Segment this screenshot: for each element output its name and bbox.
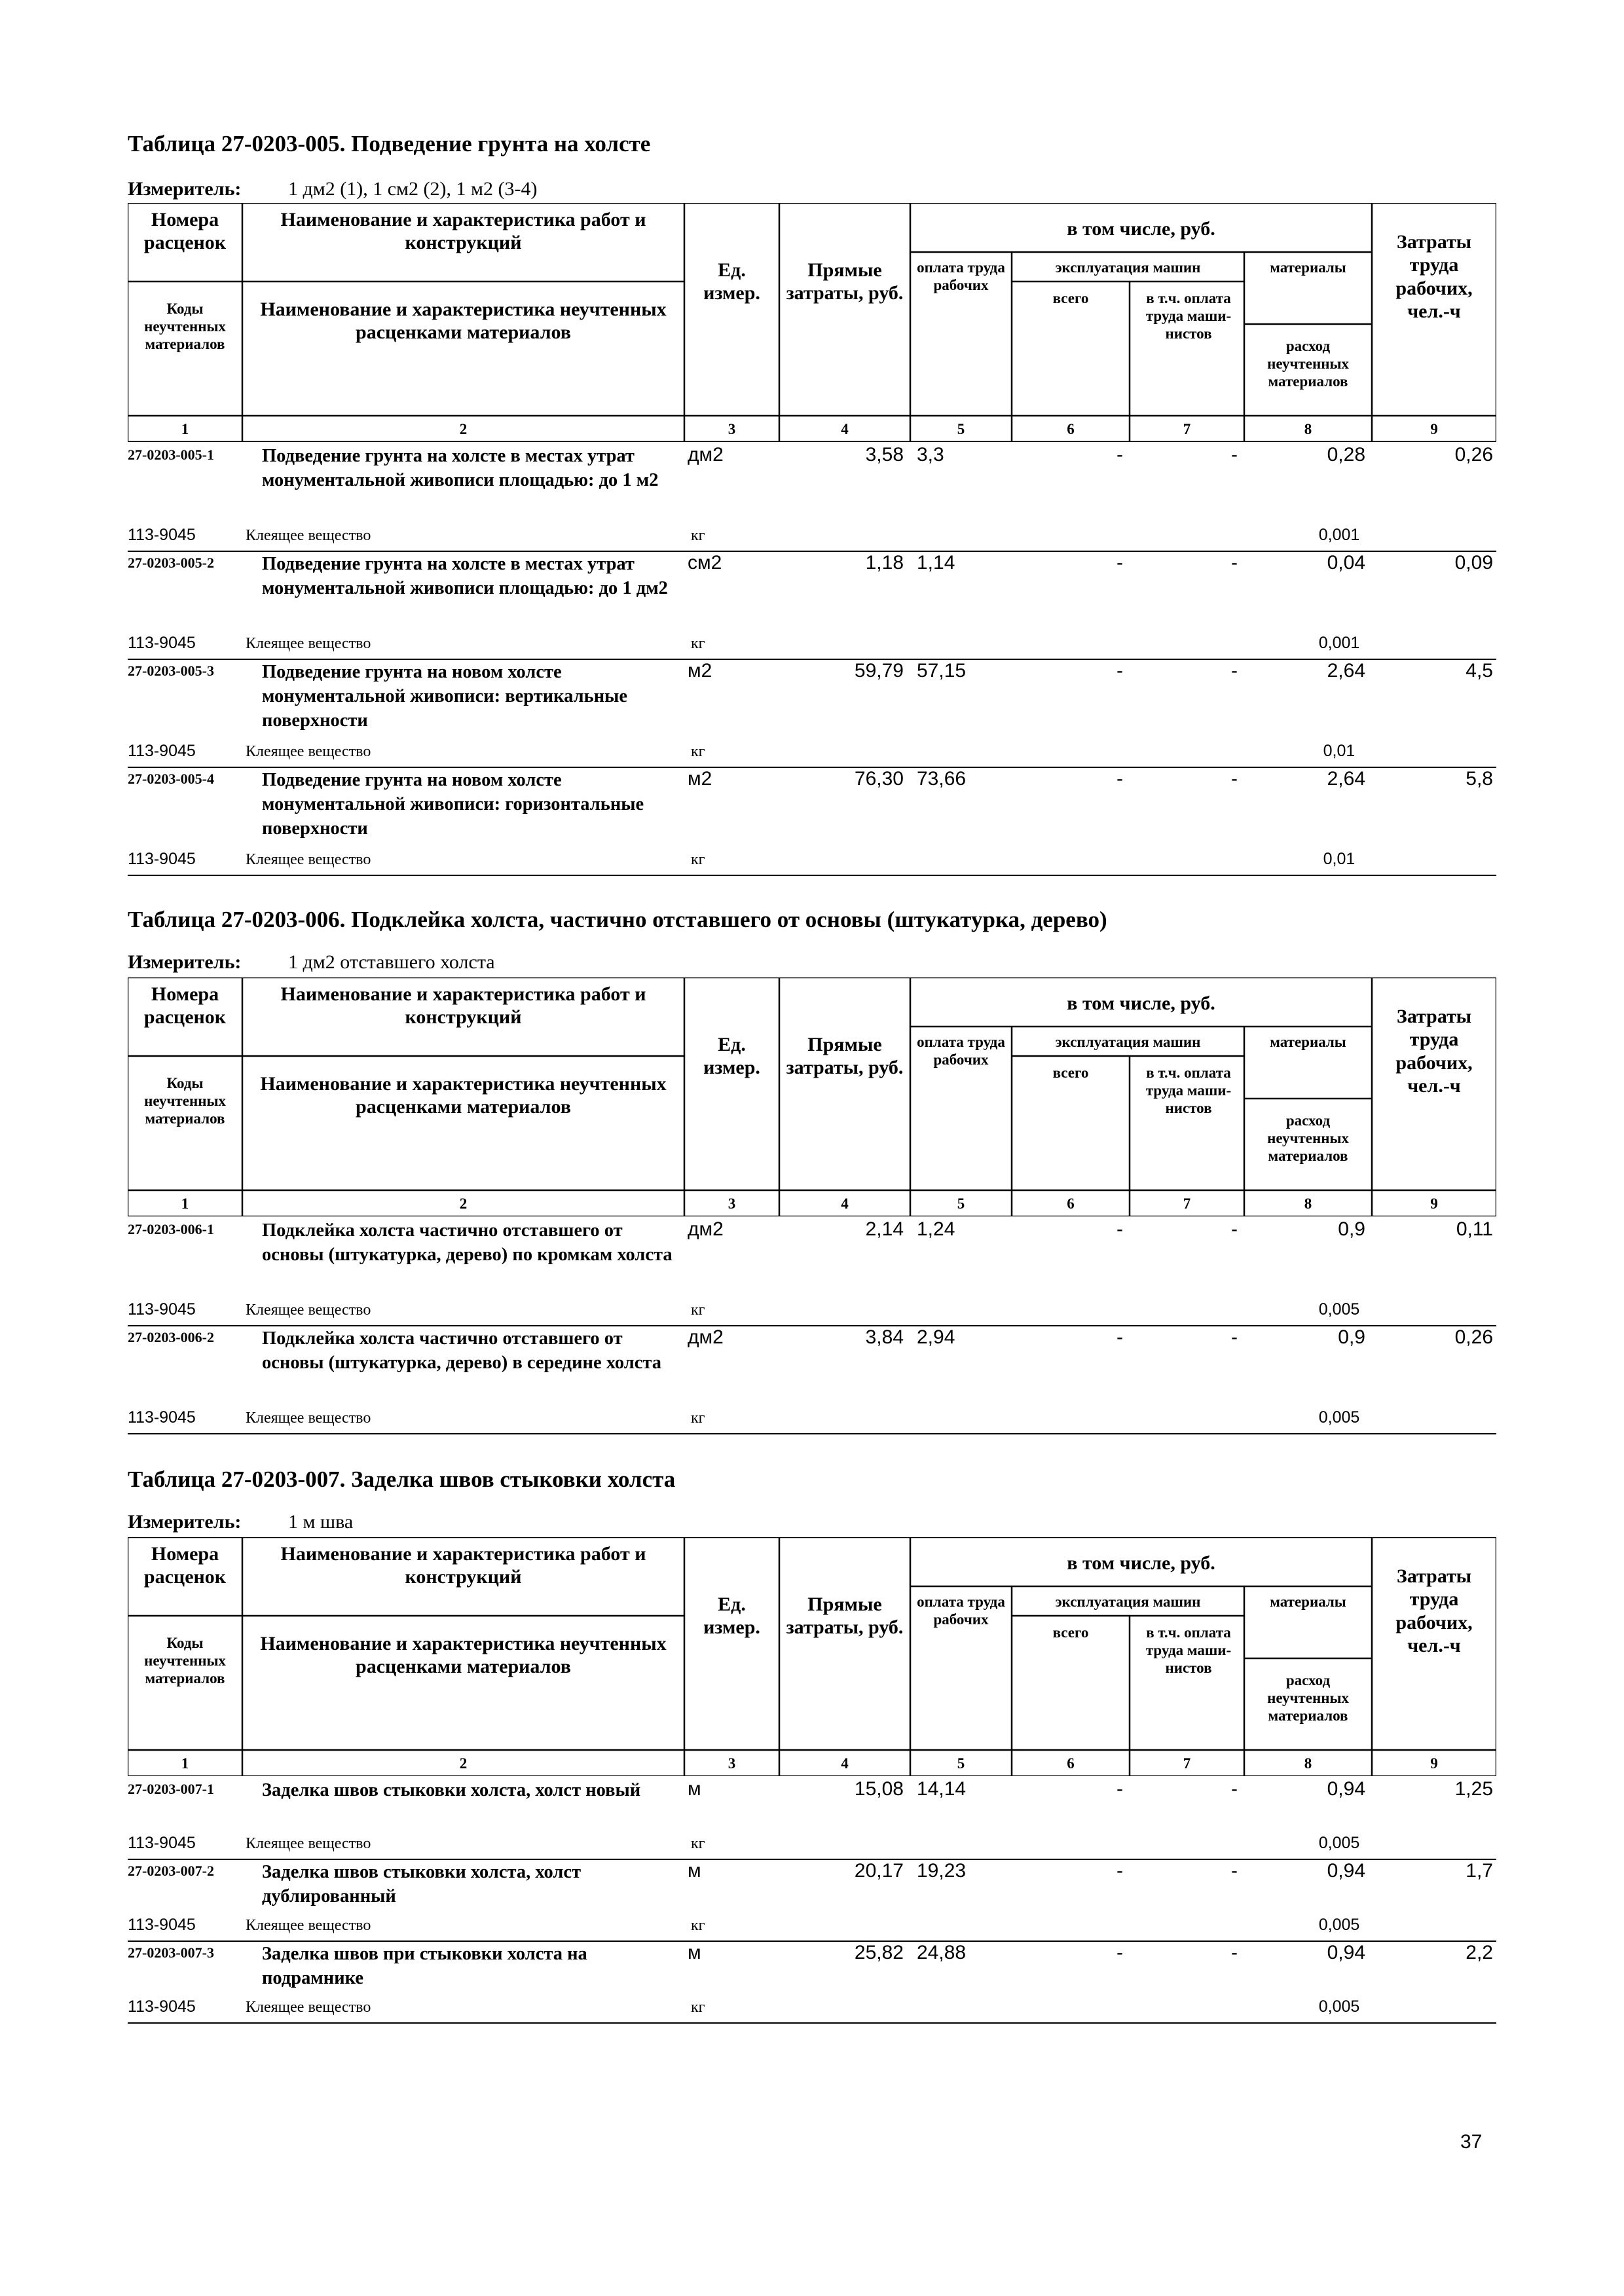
- materials-cost: 2,64: [1327, 768, 1365, 790]
- material-name: Клеящее вещество: [246, 1410, 371, 1427]
- header-oplata: оплата труда рабочих: [917, 1034, 1005, 1068]
- page-number: 37: [1460, 2131, 1483, 2153]
- col-num-5: 5: [957, 421, 965, 437]
- col-num-3: 3: [728, 1755, 736, 1772]
- header-nomera: Номера расценок: [143, 209, 227, 254]
- material-name: Клеящее вещество: [246, 1302, 371, 1319]
- labor-hours: 1,25: [1454, 1778, 1493, 1800]
- material-unit: кг: [691, 635, 705, 652]
- machinists-cost: -: [1231, 1778, 1238, 1800]
- measure-label: Измеритель:: [128, 1511, 242, 1533]
- col-num-9: 9: [1430, 1755, 1438, 1772]
- col-num-1: 1: [181, 421, 189, 437]
- labor-cost: 2,94: [917, 1326, 955, 1348]
- unit: м: [688, 1778, 701, 1800]
- material-name: Клеящее вещество: [246, 1835, 371, 1852]
- materials-cost: 0,94: [1327, 1860, 1365, 1882]
- header-v-t-ch: в т.ч. оплата труда маши-нистов: [1145, 1624, 1232, 1677]
- header-zatraty: Затраты труда рабочих, чел.-ч: [1395, 1565, 1473, 1657]
- col-num-6: 6: [1067, 1755, 1075, 1772]
- material-code: 113-9045: [128, 1916, 196, 1934]
- material-row: [128, 1408, 1496, 1432]
- header-v-tom-chisle: в том числе, руб.: [1067, 1552, 1215, 1574]
- header-pryamye: Прямые затраты, руб.: [786, 1594, 904, 1639]
- machines-cost: -: [1116, 1860, 1123, 1882]
- header-vsego: всего: [1052, 1065, 1089, 1081]
- table-row: [128, 1218, 1496, 1326]
- measure-value: 1 дм2 отставшего холста: [288, 951, 495, 973]
- header-naimenovanie-neuchet: Наименование и характеристика неучтенных расценками материалов: [260, 1073, 667, 1118]
- direct-cost: 20,17: [854, 1860, 904, 1882]
- material-row: [128, 1997, 1496, 2021]
- materials-cost: 0,9: [1338, 1326, 1365, 1348]
- table-row: [128, 444, 1496, 552]
- col-num-5: 5: [957, 1755, 965, 1772]
- unit: м2: [688, 768, 712, 790]
- table-row: [128, 660, 1496, 768]
- material-row: [128, 634, 1496, 657]
- header-materialy: материалы: [1270, 259, 1346, 276]
- row-rule: [128, 1433, 1496, 1434]
- labor-hours: 1,7: [1466, 1860, 1493, 1882]
- material-unit: кг: [691, 1835, 705, 1852]
- materials-cost: 0,94: [1327, 1778, 1365, 1800]
- material-name: Клеящее вещество: [246, 635, 371, 652]
- col-num-9: 9: [1430, 421, 1438, 437]
- direct-cost: 59,79: [854, 660, 904, 682]
- header-materialy: материалы: [1270, 1594, 1346, 1610]
- header-nomera: Номера расценок: [143, 983, 227, 1029]
- col-num-2: 2: [459, 421, 468, 437]
- table-row: [128, 1326, 1496, 1434]
- header-naimenovanie: Наименование и характеристика работ и конструкций: [280, 983, 646, 1029]
- machines-cost: -: [1116, 1778, 1123, 1800]
- col-num-8: 8: [1304, 1195, 1312, 1212]
- table-27-0203-007: [128, 1467, 1496, 2056]
- machinists-cost: -: [1231, 1218, 1238, 1240]
- materials-cost: 2,64: [1327, 660, 1365, 682]
- col-num-7: 7: [1183, 1755, 1191, 1772]
- labor-cost: 19,23: [917, 1860, 967, 1882]
- header-raskhod: расход неучтенных материалов: [1267, 1672, 1349, 1724]
- col-num-7: 7: [1183, 1195, 1191, 1212]
- labor-cost: 24,88: [917, 1942, 967, 1963]
- table-title: Таблица 27-0203-007. Заделка швов стыковки холста: [128, 1467, 676, 1492]
- material-code: 113-9045: [128, 742, 196, 760]
- material-code: 113-9045: [128, 1300, 196, 1319]
- material-qty: 0,01: [1323, 742, 1356, 760]
- machines-cost: -: [1116, 552, 1123, 574]
- material-qty: 0,005: [1318, 1408, 1360, 1427]
- table-header: [128, 1537, 1496, 1776]
- header-kody: Коды неучтенных материалов: [144, 301, 226, 353]
- rate-code: 27-0203-005-3: [128, 663, 214, 679]
- work-name: Подведение грунта на новом холсте монументальной живописи: горизонтальные поверхности: [262, 770, 644, 839]
- material-unit: кг: [691, 1410, 705, 1427]
- header-oplata: оплата труда рабочих: [917, 259, 1005, 294]
- machines-cost: -: [1116, 444, 1123, 465]
- material-row: [128, 526, 1496, 549]
- header-naimenovanie: Наименование и характеристика работ и конструкций: [280, 1543, 646, 1588]
- col-num-1: 1: [181, 1195, 189, 1212]
- col-num-4: 4: [841, 421, 849, 437]
- material-qty: 0,001: [1318, 526, 1360, 544]
- material-qty: 0,01: [1323, 850, 1356, 868]
- material-row: [128, 850, 1496, 873]
- rate-code: 27-0203-005-2: [128, 555, 214, 571]
- labor-hours: 0,09: [1454, 552, 1493, 574]
- table-row: [128, 768, 1496, 876]
- header-kody: Коды неучтенных материалов: [144, 1075, 226, 1127]
- row-rule: [128, 875, 1496, 876]
- direct-cost: 25,82: [854, 1942, 904, 1963]
- col-num-9: 9: [1430, 1195, 1438, 1212]
- machinists-cost: -: [1231, 1860, 1238, 1882]
- header-zatraty: Затраты труда рабочих, чел.-ч: [1395, 1006, 1473, 1097]
- unit: см2: [688, 552, 722, 574]
- table-header: [128, 203, 1496, 442]
- unit: дм2: [688, 1326, 724, 1348]
- labor-hours: 0,26: [1454, 444, 1493, 465]
- table-27-0203-006: [128, 907, 1496, 1450]
- col-num-8: 8: [1304, 421, 1312, 437]
- rate-code: 27-0203-005-4: [128, 771, 214, 787]
- measure-label: Измеритель:: [128, 951, 242, 973]
- work-name: Заделка швов стыковки холста, холст дублированный: [262, 1862, 581, 1907]
- machines-cost: -: [1116, 1942, 1123, 1963]
- material-name: Клеящее вещество: [246, 851, 371, 868]
- material-code: 113-9045: [128, 1997, 196, 2016]
- col-num-1: 1: [181, 1755, 189, 1772]
- material-row: [128, 1300, 1496, 1324]
- unit: м2: [688, 660, 712, 682]
- machines-cost: -: [1116, 660, 1123, 682]
- col-num-6: 6: [1067, 421, 1075, 437]
- col-num-3: 3: [728, 1195, 736, 1212]
- header-naimenovanie-neuchet: Наименование и характеристика неучтенных расценками материалов: [260, 299, 667, 344]
- material-name: Клеящее вещество: [246, 1917, 371, 1934]
- material-row: [128, 1916, 1496, 1939]
- machinists-cost: -: [1231, 444, 1238, 465]
- unit: дм2: [688, 1218, 724, 1240]
- header-raskhod: расход неучтенных материалов: [1267, 338, 1349, 390]
- material-qty: 0,005: [1318, 1916, 1360, 1934]
- header-kody: Коды неучтенных материалов: [144, 1635, 226, 1687]
- measure-label: Измеритель:: [128, 178, 242, 200]
- labor-cost: 14,14: [917, 1778, 967, 1800]
- material-code: 113-9045: [128, 1834, 196, 1852]
- header-materialy: материалы: [1270, 1034, 1346, 1050]
- measure: [128, 951, 495, 974]
- machines-cost: -: [1116, 768, 1123, 790]
- material-unit: кг: [691, 1999, 705, 2016]
- header-pryamye: Прямые затраты, руб.: [786, 259, 904, 304]
- material-row: [128, 1834, 1496, 1857]
- material-unit: кг: [691, 743, 705, 760]
- table-row: [128, 1778, 1496, 1860]
- labor-cost: 1,24: [917, 1218, 955, 1240]
- header-oplata: оплата труда рабочих: [917, 1594, 1005, 1628]
- material-code: 113-9045: [128, 1408, 196, 1427]
- labor-cost: 57,15: [917, 660, 967, 682]
- table-title: Таблица 27-0203-006. Подклейка холста, частично отставшего от основы (штукатурка, дерево): [128, 907, 1107, 932]
- measure-value: 1 дм2 (1), 1 см2 (2), 1 м2 (3-4): [288, 178, 538, 200]
- col-num-4: 4: [841, 1755, 849, 1772]
- rate-code: 27-0203-007-3: [128, 1944, 214, 1961]
- material-name: Клеящее вещество: [246, 1999, 371, 2016]
- direct-cost: 76,30: [854, 768, 904, 790]
- work-name: Подведение грунта на новом холсте монументальной живописи: вертикальные поверхности: [262, 662, 628, 731]
- header-ed-izmer: Ед. измер.: [703, 259, 760, 304]
- labor-hours: 4,5: [1466, 660, 1493, 682]
- table-row: [128, 552, 1496, 660]
- material-unit: кг: [691, 851, 705, 868]
- table-header: [128, 977, 1496, 1216]
- direct-cost: 3,58: [865, 444, 904, 465]
- direct-cost: 1,18: [865, 552, 904, 574]
- measure-value: 1 м шва: [288, 1511, 354, 1533]
- labor-cost: 73,66: [917, 768, 967, 790]
- material-qty: 0,001: [1318, 634, 1360, 652]
- labor-hours: 0,26: [1454, 1326, 1493, 1348]
- material-name: Клеящее вещество: [246, 527, 371, 544]
- machinists-cost: -: [1231, 660, 1238, 682]
- direct-cost: 15,08: [854, 1778, 904, 1800]
- header-raskhod: расход неучтенных материалов: [1267, 1112, 1349, 1165]
- labor-hours: 2,2: [1466, 1942, 1493, 1963]
- col-num-3: 3: [728, 421, 736, 437]
- work-name: Подклейка холста частично отставшего от основы (штукатурка, дерево) в середине холста: [262, 1328, 661, 1374]
- rate-code: 27-0203-007-2: [128, 1863, 214, 1879]
- material-unit: кг: [691, 527, 705, 544]
- header-v-tom-chisle: в том числе, руб.: [1067, 218, 1215, 240]
- header-ed-izmer: Ед. измер.: [703, 1594, 760, 1639]
- work-name: Подклейка холста частично отставшего от основы (штукатурка, дерево) по кромкам холста: [262, 1220, 673, 1266]
- labor-hours: 0,11: [1456, 1218, 1493, 1240]
- machinists-cost: -: [1231, 1942, 1238, 1963]
- header-pryamye: Прямые затраты, руб.: [786, 1034, 904, 1079]
- material-code: 113-9045: [128, 850, 196, 868]
- rate-code: 27-0203-007-1: [128, 1781, 214, 1797]
- header-naimenovanie: Наименование и характеристика работ и конструкций: [280, 209, 646, 254]
- table-row: [128, 1860, 1496, 1942]
- measure: [128, 1511, 354, 1533]
- material-qty: 0,005: [1318, 1300, 1360, 1319]
- material-qty: 0,005: [1318, 1834, 1360, 1852]
- material-row: [128, 742, 1496, 765]
- table-row: [128, 1942, 1496, 2024]
- direct-cost: 2,14: [865, 1218, 904, 1240]
- measure: [128, 178, 538, 200]
- material-name: Клеящее вещество: [246, 743, 371, 760]
- header-vsego: всего: [1052, 1624, 1089, 1641]
- header-v-tom-chisle: в том числе, руб.: [1067, 993, 1215, 1014]
- header-ekspluatatsiya: эксплуатация машин: [1055, 259, 1201, 276]
- labor-hours: 5,8: [1466, 768, 1493, 790]
- rate-code: 27-0203-006-2: [128, 1329, 214, 1345]
- labor-cost: 3,3: [917, 444, 944, 465]
- col-num-8: 8: [1304, 1755, 1312, 1772]
- work-name: Подведение грунта на холсте в местах утрат монументальной живописи площадью: до 1 дм2: [262, 554, 668, 599]
- machinists-cost: -: [1231, 1326, 1238, 1348]
- material-qty: 0,005: [1318, 1997, 1360, 2016]
- header-nomera: Номера расценок: [143, 1543, 227, 1588]
- machinists-cost: -: [1231, 552, 1238, 574]
- row-rule: [128, 2022, 1496, 2024]
- header-ed-izmer: Ед. измер.: [703, 1034, 760, 1079]
- labor-cost: 1,14: [917, 552, 955, 574]
- col-num-6: 6: [1067, 1195, 1075, 1212]
- header-ekspluatatsiya: эксплуатация машин: [1055, 1594, 1201, 1610]
- col-num-2: 2: [459, 1195, 468, 1212]
- header-naimenovanie-neuchet: Наименование и характеристика неучтенных расценками материалов: [260, 1633, 667, 1678]
- material-code: 113-9045: [128, 526, 196, 544]
- col-num-4: 4: [841, 1195, 849, 1212]
- rate-code: 27-0203-006-1: [128, 1221, 214, 1237]
- rate-code: 27-0203-005-1: [128, 446, 214, 463]
- material-unit: кг: [691, 1302, 705, 1319]
- materials-cost: 0,94: [1327, 1942, 1365, 1963]
- materials-cost: 0,28: [1327, 444, 1365, 465]
- machines-cost: -: [1116, 1218, 1123, 1240]
- unit: м: [688, 1942, 701, 1963]
- material-code: 113-9045: [128, 634, 196, 652]
- header-ekspluatatsiya: эксплуатация машин: [1055, 1034, 1201, 1050]
- header-vsego: всего: [1052, 290, 1089, 306]
- machines-cost: -: [1116, 1326, 1123, 1348]
- materials-cost: 0,9: [1338, 1218, 1365, 1240]
- materials-cost: 0,04: [1327, 552, 1365, 574]
- col-num-7: 7: [1183, 421, 1191, 437]
- col-num-2: 2: [459, 1755, 468, 1772]
- work-name: Заделка швов при стыковки холста на подрамнике: [262, 1944, 587, 1989]
- table-27-0203-005: [128, 131, 1496, 884]
- material-unit: кг: [691, 1917, 705, 1934]
- col-num-5: 5: [957, 1195, 965, 1212]
- table-title: Таблица 27-0203-005. Подведение грунта на холсте: [128, 131, 651, 156]
- header-v-t-ch: в т.ч. оплата труда маши-нистов: [1145, 290, 1232, 342]
- work-name: Заделка швов стыковки холста, холст новый: [262, 1780, 641, 1800]
- header-zatraty: Затраты труда рабочих, чел.-ч: [1395, 231, 1473, 323]
- unit: дм2: [688, 444, 724, 465]
- direct-cost: 3,84: [865, 1326, 904, 1348]
- unit: м: [688, 1860, 701, 1882]
- header-v-t-ch: в т.ч. оплата труда маши-нистов: [1145, 1065, 1232, 1117]
- machinists-cost: -: [1231, 768, 1238, 790]
- work-name: Подведение грунта на холсте в местах утрат монументальной живописи площадью: до 1 м2: [262, 446, 659, 491]
